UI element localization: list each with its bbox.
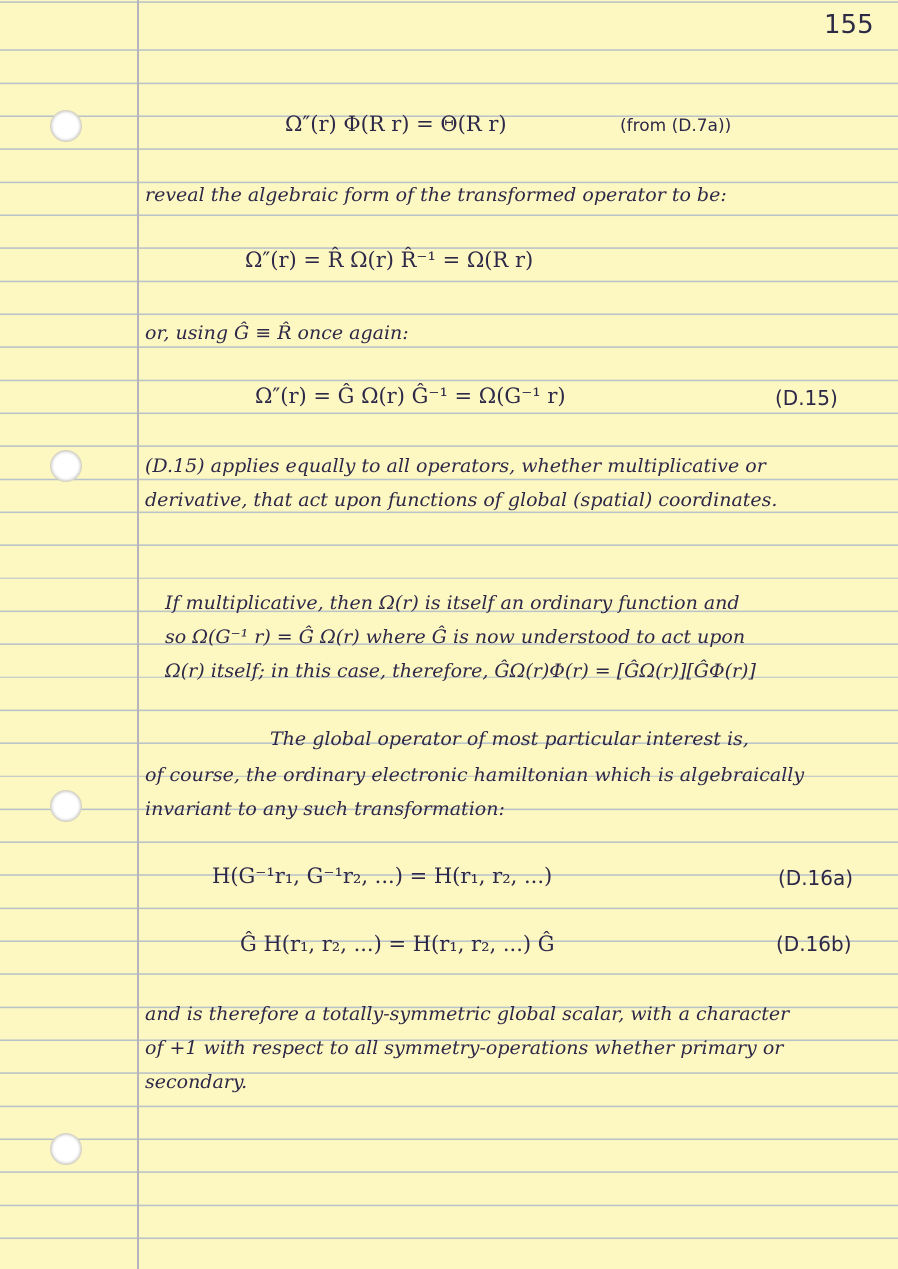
text-line: and is therefore a totally-symmetric global scalar, with a character <box>145 1003 790 1025</box>
equation-1: Ω″(r) Φ(R r) = Θ(R r) <box>285 112 507 136</box>
punch-hole <box>50 110 82 142</box>
punch-hole <box>50 790 82 822</box>
equation-5: Ĝ H(r₁, r₂, ...) = H(r₁, r₂, ...) Ĝ <box>240 932 555 956</box>
text-line: If multiplicative, then Ω(r) is itself an ordinary function and <box>165 592 740 614</box>
text-line: so Ω(G⁻¹ r) = Ĝ Ω(r) where Ĝ is now understood to act upon <box>165 626 746 648</box>
text-line: secondary. <box>145 1071 248 1093</box>
equation-5-tag: (D.16b) <box>776 932 852 956</box>
punch-hole <box>50 1133 82 1165</box>
text-line: of +1 with respect to all symmetry-operations whether primary or <box>145 1037 784 1059</box>
equation-3: Ω″(r) = Ĝ Ω(r) Ĝ⁻¹ = Ω(G⁻¹ r) <box>255 384 566 408</box>
page-number: 155 <box>824 10 874 40</box>
equation-4-tag: (D.16a) <box>778 866 854 890</box>
punch-hole <box>50 450 82 482</box>
text-line: derivative, that act upon functions of global (spatial) coordinates. <box>145 489 778 511</box>
equation-3-tag: (D.15) <box>775 386 838 410</box>
text-line: (D.15) applies equally to all operators, whether multiplicative or <box>145 455 766 477</box>
text-line: or, using Ĝ ≡ R̂ once again: <box>145 322 409 344</box>
margin-line <box>137 0 139 1269</box>
text-line: reveal the algebraic form of the transformed operator to be: <box>145 184 727 206</box>
text-line: invariant to any such transformation: <box>145 798 505 820</box>
text-line: Ω(r) itself; in this case, therefore, ĜΩ(r)Φ(r) = [ĜΩ(r)][ĜΦ(r)] <box>165 660 756 682</box>
equation-1-note: (from (D.7a)) <box>620 116 732 136</box>
equation-4: H(G⁻¹r₁, G⁻¹r₂, ...) = H(r₁, r₂, ...) <box>212 864 553 888</box>
equation-2: Ω″(r) = R̂ Ω(r) R̂⁻¹ = Ω(R r) <box>245 248 534 272</box>
text-line: of course, the ordinary electronic hamiltonian which is algebraically <box>145 764 805 786</box>
text-line: The global operator of most particular interest is, <box>270 728 749 750</box>
